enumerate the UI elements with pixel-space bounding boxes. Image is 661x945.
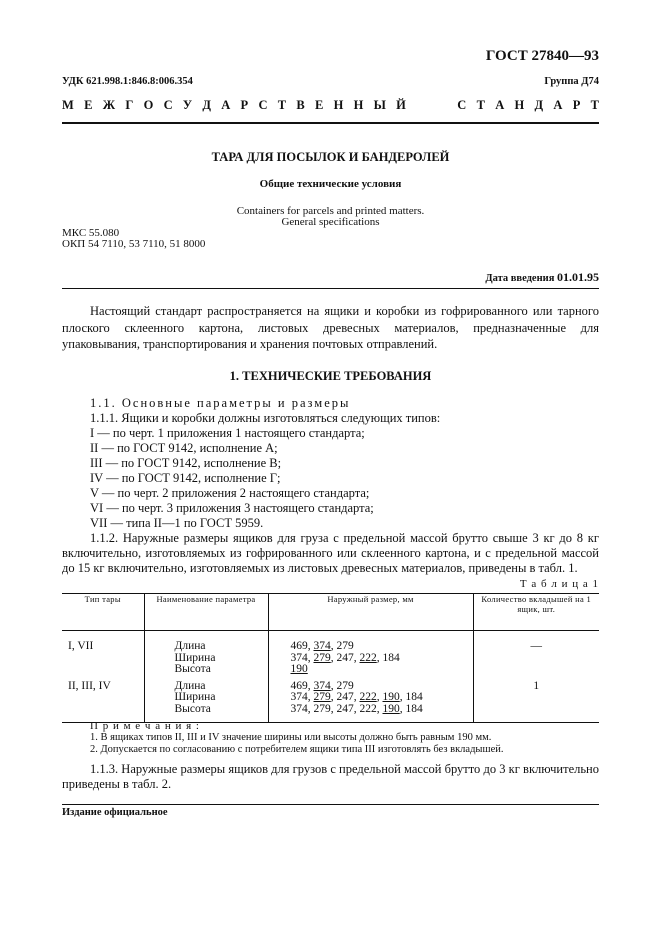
- clause-1-1-1: 1.1.1. Ящики и коробки должны изготовляться следующих типов:: [90, 411, 441, 425]
- size-values: [291, 653, 467, 665]
- header-rule: [62, 122, 599, 124]
- size-value-text: , 279: [330, 640, 354, 652]
- subsection-1-1-title: 1.1. Основные параметры и размеры: [90, 396, 351, 410]
- size-value-text: 469,: [290, 640, 314, 652]
- preferred-size-value: 222: [359, 691, 377, 704]
- column-header: Количество вкладышей на 1 ящик, шт.: [473, 594, 599, 631]
- clause-1-1-3-line1: 1.1.3. Наружные размеры ящиков для грузов с предельной массой брутто до 3 кг включительно: [90, 762, 599, 776]
- english-title-line1: Containers for parcels and printed matters.: [236, 205, 425, 217]
- cell-type: I, VII: [68, 640, 94, 652]
- okp-code: ОКП 54 7110, 53 7110, 51 8000: [62, 238, 206, 250]
- type-list-item: III — по ГОСТ 9142, исполнение В;: [90, 456, 282, 470]
- clause-1-1-2-line3: до 15 кг включительно, изготовляемых из листовых древесных материалов, приведены в табл. 1.: [62, 561, 578, 575]
- type-list-item: VII — типа II—1 по ГОСТ 5959.: [90, 516, 264, 530]
- notes-title: П р и м е ч а н и я :: [90, 720, 200, 732]
- type-list-item: IV — по ГОСТ 9142, исполнение Г;: [90, 471, 281, 485]
- preferred-size-value: 279: [313, 651, 331, 664]
- table-1: [62, 593, 599, 723]
- cell-params: [144, 631, 268, 676]
- preferred-size-value: 374: [313, 679, 331, 692]
- preferred-size-value: 374: [313, 640, 331, 652]
- preferred-size-value: 190: [382, 691, 400, 704]
- udk-code: УДК 621.998.1:846.8:006.354: [62, 76, 193, 87]
- type-list-item: VI — по черт. 3 приложения 3 настоящего стандарта;: [90, 501, 374, 515]
- document-subtitle: Общие технические условия: [259, 178, 402, 190]
- official-edition: Издание официальное: [62, 807, 168, 818]
- preferred-size-value: 190: [382, 702, 400, 715]
- column-header: Тип тары: [62, 594, 144, 631]
- size-values: [291, 704, 467, 716]
- size-value-text: , 247,: [330, 691, 360, 704]
- gost-number: ГОСТ 27840—93: [485, 48, 599, 64]
- section-1-title: 1. ТЕХНИЧЕСКИЕ ТРЕБОВАНИЯ: [229, 369, 432, 383]
- preferred-size-value: 190: [290, 663, 308, 676]
- size-value-text: , 184: [376, 651, 400, 664]
- introduction-date-value: 01.01.95: [557, 270, 599, 284]
- param-label: Ширина: [174, 691, 216, 704]
- group-code: Группа Д74: [544, 76, 599, 87]
- table-row: [62, 631, 599, 676]
- document-title: ТАРА ДЛЯ ПОСЫЛОК И БАНДЕРОЛЕЙ: [211, 150, 450, 164]
- param-label: Длина: [174, 679, 206, 692]
- size-values: [291, 664, 467, 676]
- introduction-date-label: Дата введения: [485, 273, 555, 284]
- param-label: Высота: [174, 702, 211, 715]
- cell-type: II, III, IV: [62, 676, 144, 722]
- note-item: 1. В ящиках типов II, III и IV значение ширины или высоты должно быть равным 190 мм.: [90, 732, 492, 743]
- cell-sizes: [268, 676, 473, 722]
- english-title-line2: General specifications: [281, 216, 380, 228]
- size-value-text: 469,: [290, 679, 314, 692]
- column-header: Наименование параметра: [144, 594, 268, 631]
- table-row: [62, 676, 599, 722]
- intro-paragraph: Настоящий стандарт распространяется на ящики и коробки из гофрированного или тарного плоского склеенного картона, листовых древесных материалов, предназначенные для упаковывания, транспортирования и хранения почтовых отправлений.: [62, 304, 599, 351]
- table-1-caption: Т а б л и ц а 1: [519, 578, 599, 590]
- param-label: Высота: [174, 663, 211, 676]
- param-label: Ширина: [174, 651, 216, 664]
- size-value-text: , 184: [399, 702, 423, 715]
- size-value-text: , 279: [330, 679, 354, 692]
- size-value-text: 374,: [290, 651, 314, 664]
- size-value-text: , 247,: [330, 651, 360, 664]
- cell-params: [144, 676, 268, 722]
- cell-inserts: 1: [473, 676, 599, 722]
- interstate-standard-heading: М Е Ж Г О С У Д А Р С Т В Е Н Н Ы Й С Т А Н Д А Р Т: [62, 98, 599, 112]
- clause-1-1-2-line2: включительно, изготовляемых из гофрированного или склеенного картона, и с предельной массой: [62, 546, 599, 560]
- preferred-size-value: 222: [359, 651, 377, 664]
- table-header-row: [62, 594, 599, 631]
- introduction-date: [485, 270, 599, 285]
- preferred-size-value: 279: [313, 691, 331, 704]
- size-value-text: 374, 279, 247, 222,: [290, 702, 383, 715]
- size-value-text: , 184: [399, 691, 423, 704]
- type-list-item: I — по черт. 1 приложения 1 настоящего стандарта;: [90, 426, 365, 440]
- size-value-text: 374,: [290, 691, 314, 704]
- type-list-item: V — по черт. 2 приложения 2 настоящего стандарта;: [90, 486, 370, 500]
- date-rule: [62, 288, 599, 289]
- footer-rule: [62, 804, 599, 805]
- type-list-item: II — по ГОСТ 9142, исполнение А;: [90, 441, 278, 455]
- column-header: Наружный размер, мм: [268, 594, 473, 631]
- size-value-text: ,: [376, 691, 383, 704]
- cell-sizes: [268, 631, 473, 676]
- clause-1-1-3-line2: приведены в табл. 2.: [62, 777, 172, 791]
- clause-1-1-2-line1: 1.1.2. Наружные размеры ящиков для груза с предельной массой брутто свыше 3 кг до 8 кг: [90, 531, 599, 545]
- param-label: Длина: [174, 640, 206, 652]
- mks-code: МКС 55.080: [62, 227, 120, 239]
- cell-inserts: —: [473, 631, 599, 676]
- note-item: 2. Допускается по согласованию с потребителем ящики типа III изготовлять без вкладышей.: [90, 744, 504, 755]
